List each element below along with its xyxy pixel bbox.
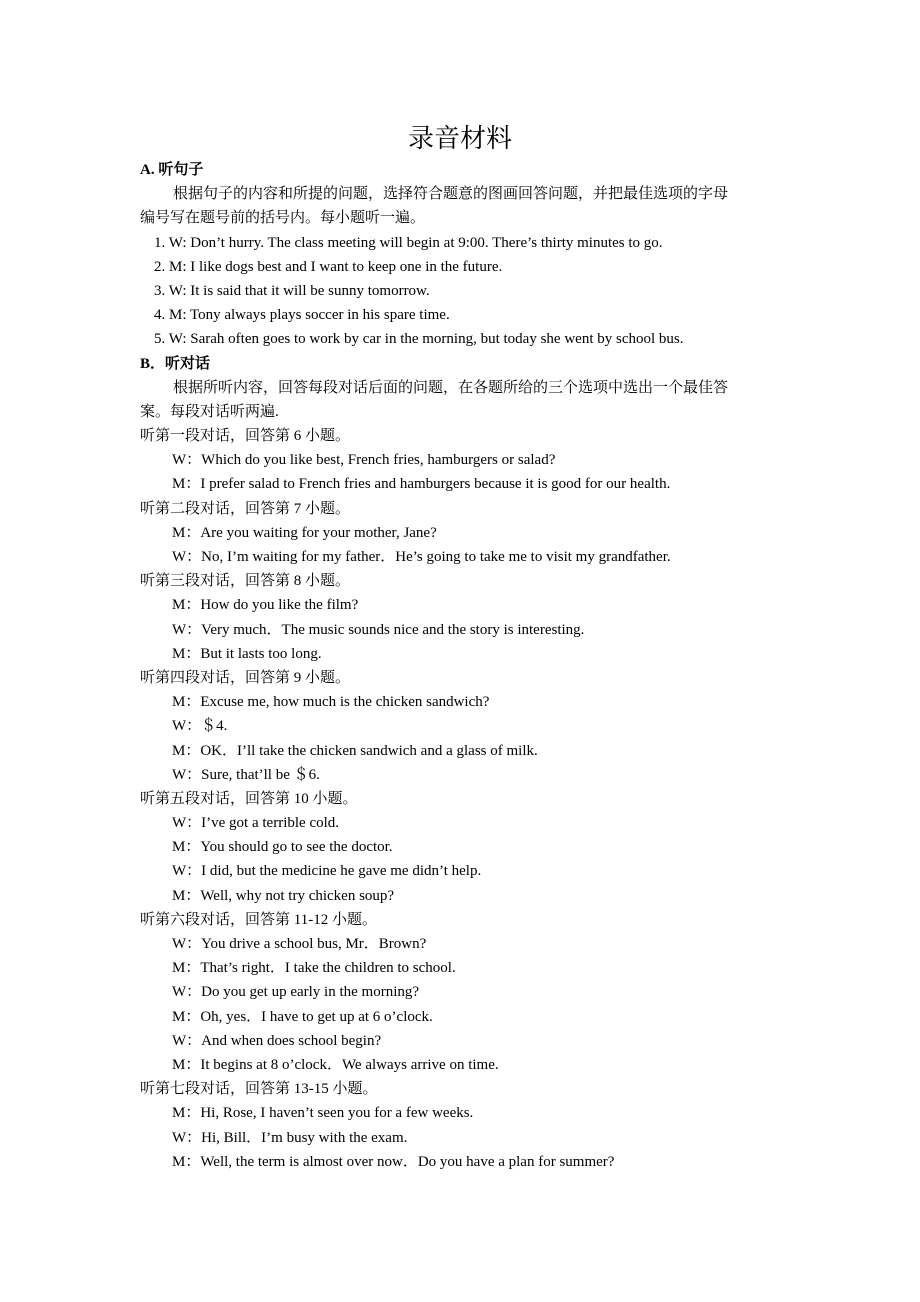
dialogue-6-intro: 听第六段对话，回答第 11-12 小题。 <box>140 911 377 928</box>
section-a-heading: A. 听句子 <box>140 162 204 178</box>
sentence-item-3: 3. W: It is said that it will be sunny tomorrow. <box>154 282 430 299</box>
dialogue-4-intro: 听第四段对话，回答第 9 小题。 <box>140 669 351 686</box>
dialogue-7-line-1: M：Hi, Rose, I haven’t seen you for a few weeks. <box>172 1105 474 1122</box>
dialogue-1-line-1: W：Which do you like best, French fries, hamburgers or salad? <box>172 452 556 469</box>
dialogue-6-line-3: W：Do you get up early in the morning? <box>172 984 420 1001</box>
dialogue-6-line-4: M：Oh, yes．I have to get up at 6 o’clock. <box>172 1008 433 1025</box>
sentence-item-5: 5. W: Sarah often goes to work by car in the morning, but today she went by school bus. <box>154 331 684 348</box>
dialogue-7-line-2: W：Hi, Bill．I’m busy with the exam. <box>172 1129 408 1146</box>
transcript-body <box>140 158 790 1174</box>
dialogue-6-line-5: W：And when does school begin? <box>172 1032 382 1049</box>
dialogue-4-line-4: W：Sure, that’ll be ＄6. <box>172 766 320 783</box>
dialogue-1-intro: 听第一段对话，回答第 6 小题。 <box>140 428 351 445</box>
section-b-instruction-line-1: 根据所听内容，回答每段对话后面的问题，在各题所给的三个选项中选出一个最佳答 <box>173 379 729 396</box>
dialogue-2-line-2: W：No, I’m waiting for my father．He’s going to take me to visit my grandfather. <box>172 549 671 565</box>
dialogue-4-line-3: M：OK．I’ll take the chicken sandwich and a glass of milk. <box>172 742 538 759</box>
section-b-heading: B．听对话 <box>140 355 211 372</box>
dialogue-3-line-1: M：How do you like the film? <box>172 597 359 614</box>
dialogue-5-intro: 听第五段对话，回答第 10 小题。 <box>140 790 358 807</box>
dialogue-3-line-2: W：Very much．The music sounds nice and the story is interesting. <box>172 621 585 638</box>
dialogue-6-line-2: M：That’s right．I take the children to school. <box>172 960 456 977</box>
dialogue-4-line-1: M：Excuse me, how much is the chicken sandwich? <box>172 694 490 711</box>
dialogue-7-line-3: M：Well, the term is almost over now．Do you have a plan for summer? <box>172 1153 615 1170</box>
section-a-instruction-line-1: 根据句子的内容和所提的问题，选择符合题意的图画回答问题，并把最佳选项的字母 <box>173 186 729 203</box>
sentence-item-2: 2. M: I like dogs best and I want to keep one in the future. <box>154 258 503 275</box>
dialogue-6-line-1: W：You drive a school bus, Mr．Brown? <box>172 936 427 952</box>
dialogue-3-line-3: M：But it lasts too long. <box>172 645 322 662</box>
section-a-instruction-line-2: 编号写在题号前的括号内。每小题听一遍。 <box>140 210 426 227</box>
dialogue-4-line-2: W：＄4. <box>172 718 228 735</box>
page-title: 录音材料 <box>407 124 512 154</box>
dialogue-5-line-4: M：Well, why not try chicken soup? <box>172 887 395 904</box>
dialogue-2-intro: 听第二段对话，回答第 7 小题。 <box>140 500 351 517</box>
dialogue-2-line-1: M：Are you waiting for your mother, Jane? <box>172 524 437 541</box>
dialogue-1-line-2: M：I prefer salad to French fries and hamburgers because it is good for our health. <box>172 476 671 493</box>
dialogue-6-line-6: M：It begins at 8 o’clock．We always arrive on time. <box>172 1056 499 1073</box>
dialogue-5-line-3: W：I did, but the medicine he gave me didn’t help. <box>172 863 482 880</box>
dialogue-3-intro: 听第三段对话，回答第 8 小题。 <box>140 573 351 590</box>
dialogue-5-line-1: W：I’ve got a terrible cold. <box>172 815 340 832</box>
dialogue-5-line-2: M：You should go to see the doctor. <box>172 839 393 856</box>
sentence-item-4: 4. M: Tony always plays soccer in his spare time. <box>154 307 450 324</box>
sentence-item-1: 1. W: Don’t hurry. The class meeting will begin at 9:00. There’s thirty minutes to go. <box>154 234 663 251</box>
section-b-instruction-line-2: 案。每段对话听两遍. <box>140 403 279 420</box>
dialogue-7-intro: 听第七段对话，回答第 13-15 小题。 <box>140 1081 378 1098</box>
